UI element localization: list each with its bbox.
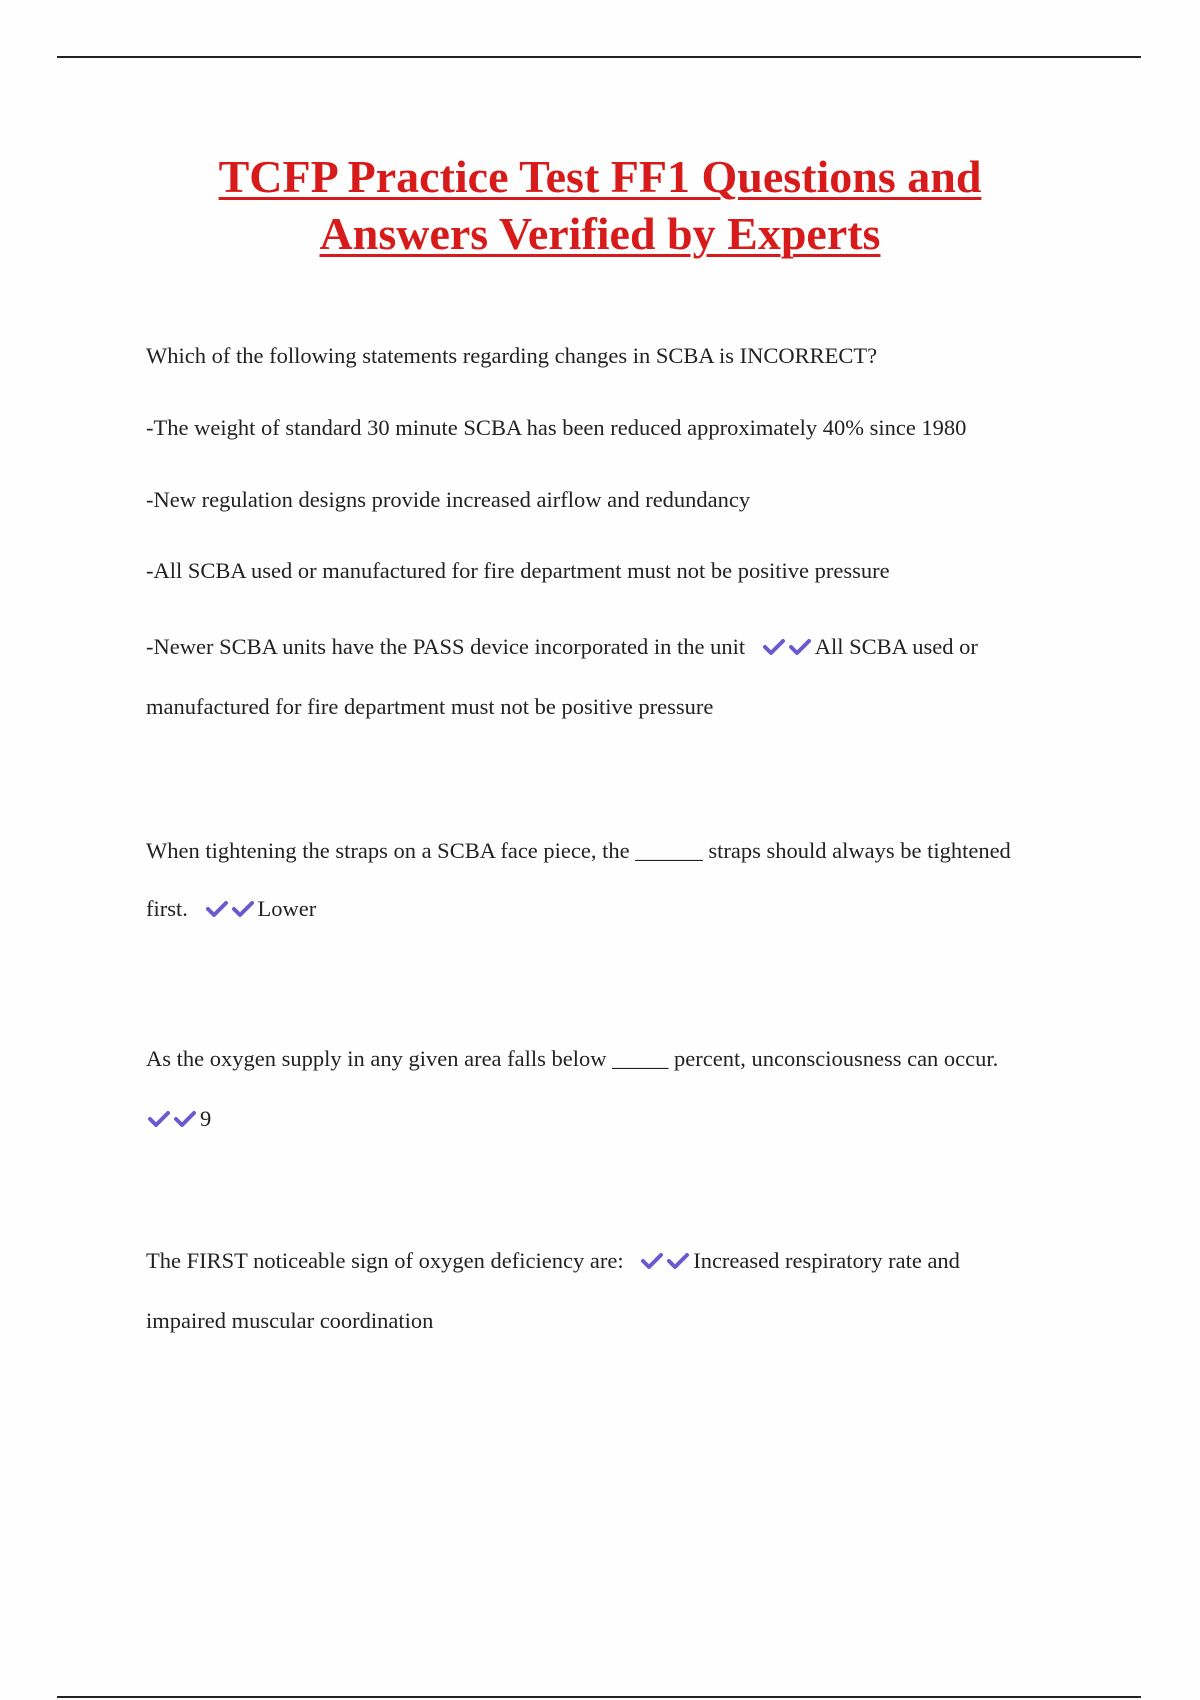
question-1-answer: All SCBA used or: [814, 634, 978, 659]
question-4-text: The FIRST noticeable sign of oxygen deficiency are:: [146, 1248, 624, 1273]
question-1-option-4: -Newer SCBA units have the PASS device incorporated in the unit: [146, 634, 746, 659]
question-2-text-cont: first.: [146, 896, 188, 921]
question-4-answer: Increased respiratory rate and: [693, 1248, 960, 1273]
question-1-option-2: -New regulation designs provide increased airflow and redundancy: [146, 487, 751, 512]
question-3-answer: 9: [200, 1106, 212, 1131]
answer-checkmarks: [761, 631, 813, 663]
checkmark-icon: [230, 899, 256, 919]
question-1-option-3: -All SCBA used or manufactured for fire department must not be positive pressure: [146, 558, 890, 583]
answer-checkmarks: [204, 893, 256, 925]
question-2-line-2: [146, 893, 1086, 925]
answer-checkmarks: [146, 1103, 198, 1135]
checkmark-icon: [787, 637, 813, 657]
question-4-line: [146, 1245, 1086, 1277]
header-rule: [57, 56, 1141, 58]
question-3-text: As the oxygen supply in any given area falls below _____ percent, unconsciousness can occur.: [146, 1046, 999, 1071]
checkmark-icon: [665, 1251, 691, 1271]
question-1-text: Which of the following statements regarding changes in SCBA is INCORRECT?: [146, 343, 878, 368]
checkmark-icon: [761, 637, 787, 657]
title-line-2: Answers Verified by Experts: [319, 208, 881, 259]
question-1-option-4-line: [146, 631, 1086, 663]
checkmark-icon: [146, 1109, 172, 1129]
title-line-1: TCFP Practice Test FF1 Questions and: [218, 151, 982, 202]
checkmark-icon: [204, 899, 230, 919]
question-1-option-1: -The weight of standard 30 minute SCBA has been reduced approximately 40% since 1980: [146, 415, 967, 440]
question-2-text: When tightening the straps on a SCBA face piece, the ______ straps should always be tightened: [146, 838, 1011, 863]
document-title: [100, 148, 1100, 262]
answer-checkmarks: [639, 1245, 691, 1277]
question-4-answer-cont: impaired muscular coordination: [146, 1308, 434, 1333]
question-1-answer-cont: manufactured for fire department must not be positive pressure: [146, 694, 714, 719]
checkmark-icon: [172, 1109, 198, 1129]
footer-rule: [57, 1696, 1141, 1698]
question-3-answer-line: [146, 1103, 1086, 1135]
checkmark-icon: [639, 1251, 665, 1271]
question-2-answer: Lower: [257, 896, 317, 921]
document-content: [146, 340, 1086, 1337]
